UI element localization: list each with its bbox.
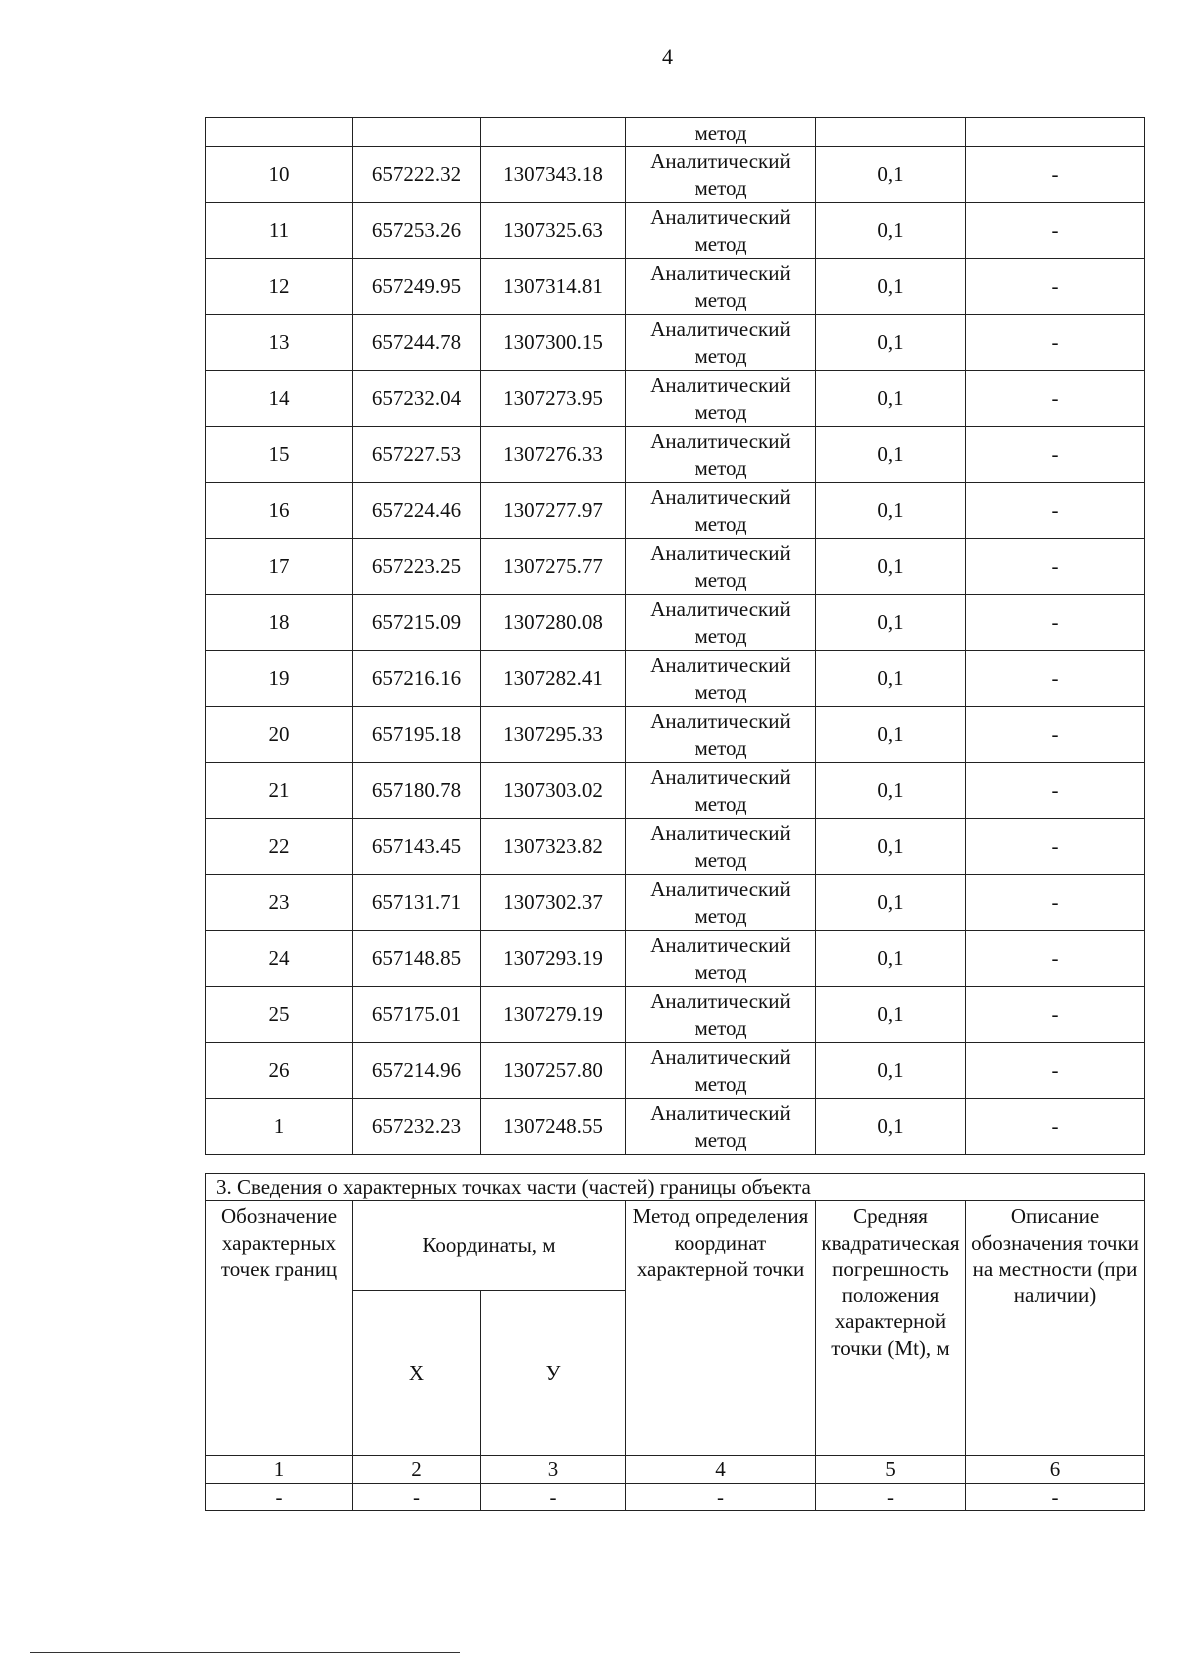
coord-x: 657214.96 xyxy=(353,1043,481,1099)
method-cell xyxy=(626,987,816,1043)
description: - xyxy=(966,427,1145,483)
method-text: метод xyxy=(694,343,747,368)
point-id: 23 xyxy=(206,875,353,931)
method-text: Аналитический xyxy=(650,597,791,622)
accuracy: 0,1 xyxy=(816,371,966,427)
coord-x: 657180.78 xyxy=(353,763,481,819)
coord-y: 1307257.80 xyxy=(481,1043,626,1099)
method-text: метод xyxy=(694,455,747,480)
coord-x: 657253.26 xyxy=(353,203,481,259)
method-text: метод xyxy=(694,1015,747,1040)
header-method: Метод определения координат характерной точки xyxy=(626,1201,816,1456)
description: - xyxy=(966,371,1145,427)
method-cell xyxy=(626,483,816,539)
empty-cell: - xyxy=(816,1483,966,1510)
coord-x: 657143.45 xyxy=(353,819,481,875)
description: - xyxy=(966,707,1145,763)
table-row xyxy=(206,483,1145,539)
coordinates-table xyxy=(205,117,1145,1155)
method-text: Аналитический xyxy=(650,541,791,566)
method-text: Аналитический xyxy=(650,485,791,510)
method-cell xyxy=(626,427,816,483)
point-id: 17 xyxy=(206,539,353,595)
coord-x: 657249.95 xyxy=(353,259,481,315)
method-cell xyxy=(626,931,816,987)
table-row xyxy=(206,931,1145,987)
method-text: Аналитический xyxy=(650,317,791,342)
method-text: метод xyxy=(694,175,747,200)
coord-y: 1307302.37 xyxy=(481,875,626,931)
empty-data-row xyxy=(206,1483,1145,1510)
point-id: 21 xyxy=(206,763,353,819)
method-cell xyxy=(626,371,816,427)
accuracy: 0,1 xyxy=(816,875,966,931)
method-text: Аналитический xyxy=(650,989,791,1014)
method-cell xyxy=(626,1099,816,1155)
coord-x: 657222.32 xyxy=(353,147,481,203)
point-id: 13 xyxy=(206,315,353,371)
point-id: 26 xyxy=(206,1043,353,1099)
section-title-row xyxy=(206,1174,1145,1201)
method-text: метод xyxy=(694,903,747,928)
empty-cell: - xyxy=(966,1483,1145,1510)
method-text: Аналитический xyxy=(650,373,791,398)
method-cell: метод xyxy=(626,118,816,147)
coord-x: 657148.85 xyxy=(353,931,481,987)
description: - xyxy=(966,203,1145,259)
method-cell xyxy=(626,819,816,875)
method-text: Аналитический xyxy=(650,765,791,790)
point-id: 24 xyxy=(206,931,353,987)
coord-y: 1307276.33 xyxy=(481,427,626,483)
empty-cell: - xyxy=(206,1483,353,1510)
empty-cell: - xyxy=(626,1483,816,1510)
method-text: метод xyxy=(694,959,747,984)
method-text: метод xyxy=(694,1127,747,1152)
accuracy: 0,1 xyxy=(816,315,966,371)
table-row xyxy=(206,875,1145,931)
column-number: 3 xyxy=(481,1456,626,1483)
column-number: 2 xyxy=(353,1456,481,1483)
description: - xyxy=(966,483,1145,539)
description: - xyxy=(966,539,1145,595)
method-cell xyxy=(626,315,816,371)
description: - xyxy=(966,315,1145,371)
coord-y: 1307303.02 xyxy=(481,763,626,819)
accuracy: 0,1 xyxy=(816,931,966,987)
table-row xyxy=(206,595,1145,651)
table-row xyxy=(206,203,1145,259)
method-text: Аналитический xyxy=(650,877,791,902)
coord-x: 657244.78 xyxy=(353,315,481,371)
method-cell xyxy=(626,707,816,763)
coord-y: 1307343.18 xyxy=(481,147,626,203)
accuracy: 0,1 xyxy=(816,539,966,595)
empty-cell: - xyxy=(481,1483,626,1510)
accuracy: 0,1 xyxy=(816,483,966,539)
table-row xyxy=(206,315,1145,371)
coord-x: 657232.23 xyxy=(353,1099,481,1155)
coord-y: 1307293.19 xyxy=(481,931,626,987)
description: - xyxy=(966,819,1145,875)
method-text: Аналитический xyxy=(650,1045,791,1070)
point-id: 25 xyxy=(206,987,353,1043)
point-id: 22 xyxy=(206,819,353,875)
method-text: метод xyxy=(694,735,747,760)
header-designation: Обозначение характерных точек границ xyxy=(206,1201,353,1456)
point-id: 15 xyxy=(206,427,353,483)
header-x: X xyxy=(353,1290,481,1456)
method-text: Аналитический xyxy=(650,261,791,286)
method-cell xyxy=(626,875,816,931)
method-cell xyxy=(626,763,816,819)
accuracy: 0,1 xyxy=(816,595,966,651)
coord-y: 1307248.55 xyxy=(481,1099,626,1155)
accuracy: 0,1 xyxy=(816,259,966,315)
method-text: метод xyxy=(694,399,747,424)
coord-y: 1307277.97 xyxy=(481,483,626,539)
method-cell xyxy=(626,595,816,651)
table-row xyxy=(206,707,1145,763)
coord-x: 657223.25 xyxy=(353,539,481,595)
method-cell xyxy=(626,539,816,595)
coord-x: 657216.16 xyxy=(353,651,481,707)
point-id: 18 xyxy=(206,595,353,651)
coord-y: 1307275.77 xyxy=(481,539,626,595)
method-cell xyxy=(626,147,816,203)
column-number: 5 xyxy=(816,1456,966,1483)
coord-y: 1307295.33 xyxy=(481,707,626,763)
method-cell xyxy=(626,259,816,315)
method-text: метод xyxy=(694,1071,747,1096)
table-row xyxy=(206,539,1145,595)
accuracy: 0,1 xyxy=(816,819,966,875)
coord-y: 1307279.19 xyxy=(481,987,626,1043)
point-id: 1 xyxy=(206,1099,353,1155)
point-id: 19 xyxy=(206,651,353,707)
method-text: Аналитический xyxy=(650,149,791,174)
coord-x: 657232.04 xyxy=(353,371,481,427)
column-number: 6 xyxy=(966,1456,1145,1483)
accuracy: 0,1 xyxy=(816,651,966,707)
description: - xyxy=(966,931,1145,987)
column-number: 4 xyxy=(626,1456,816,1483)
accuracy: 0,1 xyxy=(816,1043,966,1099)
description: - xyxy=(966,763,1145,819)
point-id: 11 xyxy=(206,203,353,259)
coord-y: 1307314.81 xyxy=(481,259,626,315)
method-text: метод xyxy=(694,567,747,592)
header-row xyxy=(206,1201,1145,1290)
table-row xyxy=(206,1099,1145,1155)
empty-cell: - xyxy=(353,1483,481,1510)
coord-y: 1307323.82 xyxy=(481,819,626,875)
point-id: 10 xyxy=(206,147,353,203)
description: - xyxy=(966,1099,1145,1155)
coord-x: 657175.01 xyxy=(353,987,481,1043)
point-id: 14 xyxy=(206,371,353,427)
page-number: 4 xyxy=(662,44,673,69)
point-id: 12 xyxy=(206,259,353,315)
coord-y: 1307273.95 xyxy=(481,371,626,427)
table-row xyxy=(206,819,1145,875)
method-text: метод xyxy=(694,231,747,256)
table-row xyxy=(206,651,1145,707)
method-text: метод xyxy=(694,287,747,312)
table-row xyxy=(206,147,1145,203)
coord-y: 1307325.63 xyxy=(481,203,626,259)
description: - xyxy=(966,987,1145,1043)
table-row xyxy=(206,1043,1145,1099)
coord-x: 657215.09 xyxy=(353,595,481,651)
method-text: метод xyxy=(694,791,747,816)
method-cell xyxy=(626,651,816,707)
method-cell xyxy=(626,1043,816,1099)
method-text: Аналитический xyxy=(650,821,791,846)
description: - xyxy=(966,1043,1145,1099)
description: - xyxy=(966,875,1145,931)
description: - xyxy=(966,595,1145,651)
table-row-continued xyxy=(206,118,1145,147)
accuracy: 0,1 xyxy=(816,147,966,203)
table-row xyxy=(206,371,1145,427)
footer-rule xyxy=(30,1652,460,1653)
description: - xyxy=(966,147,1145,203)
table-row xyxy=(206,763,1145,819)
method-text: Аналитический xyxy=(650,1101,791,1126)
method-text: Аналитический xyxy=(650,709,791,734)
description: - xyxy=(966,651,1145,707)
description: - xyxy=(966,259,1145,315)
method-text: Аналитический xyxy=(650,933,791,958)
header-description: Описание обозначения точки на местности (при наличии) xyxy=(966,1201,1145,1456)
method-text: Аналитический xyxy=(650,429,791,454)
column-number: 1 xyxy=(206,1456,353,1483)
method-text: метод xyxy=(694,623,747,648)
header-y: У xyxy=(481,1290,626,1456)
coord-x: 657224.46 xyxy=(353,483,481,539)
accuracy: 0,1 xyxy=(816,707,966,763)
accuracy: 0,1 xyxy=(816,427,966,483)
method-text: Аналитический xyxy=(650,205,791,230)
coord-x: 657195.18 xyxy=(353,707,481,763)
coord-y: 1307280.08 xyxy=(481,595,626,651)
header-accuracy: Средняя квадратическая погрешность положения характерной точки (Mt), м xyxy=(816,1201,966,1456)
method-cell xyxy=(626,203,816,259)
method-text: метод xyxy=(694,511,747,536)
coord-y: 1307282.41 xyxy=(481,651,626,707)
coord-x: 657227.53 xyxy=(353,427,481,483)
point-id: 20 xyxy=(206,707,353,763)
method-text: метод xyxy=(694,679,747,704)
header-coordinates: Координаты, м xyxy=(353,1201,626,1290)
accuracy: 0,1 xyxy=(816,1099,966,1155)
table-row xyxy=(206,987,1145,1043)
accuracy: 0,1 xyxy=(816,987,966,1043)
accuracy: 0,1 xyxy=(816,203,966,259)
table-row xyxy=(206,427,1145,483)
accuracy: 0,1 xyxy=(816,763,966,819)
column-numbers-row xyxy=(206,1456,1145,1483)
coord-y: 1307300.15 xyxy=(481,315,626,371)
point-id: 16 xyxy=(206,483,353,539)
section3-table xyxy=(205,1173,1145,1511)
method-text: метод xyxy=(694,847,747,872)
section-title: 3. Сведения о характерных точках части (частей) границы объекта xyxy=(206,1174,1145,1201)
method-text: Аналитический xyxy=(650,653,791,678)
table-row xyxy=(206,259,1145,315)
coord-x: 657131.71 xyxy=(353,875,481,931)
